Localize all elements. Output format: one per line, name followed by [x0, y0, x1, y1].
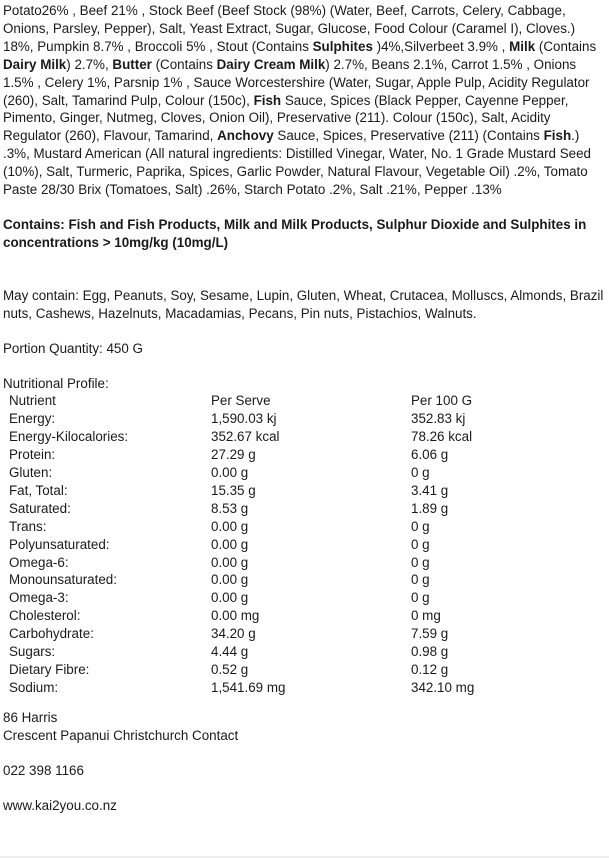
- ingredients-text: ) 2.7%,: [66, 56, 113, 72]
- nutrition-row: [9, 500, 561, 518]
- per-100g-value: 352.83 kj: [411, 411, 466, 427]
- nutrient-name: Protein:: [9, 447, 56, 463]
- per-serve-value: 27.29 g: [211, 447, 256, 463]
- per-100g-value: 0 mg: [411, 608, 441, 624]
- per-serve-value: 0.52 g: [211, 662, 249, 677]
- nutrition-row: [9, 607, 561, 625]
- allergen-highlight: Butter: [112, 56, 152, 72]
- per-serve-value: 352.67 kcal: [211, 429, 280, 445]
- allergen-highlight: Anchovy: [217, 128, 274, 144]
- per-serve-value: 4.44 g: [211, 644, 249, 660]
- nutrition-header-row: [9, 392, 561, 410]
- ingredients-text: )4%,Silverbeet 3.9% ,: [372, 38, 510, 54]
- nutrient-name: Dietary Fibre:: [9, 662, 90, 677]
- ingredients-text: ) 2.7%, Beans 2.1%, Carrot 1.5% , Onions 1.5% , Celery 1%, Parsnip 1% , Sauce Worcestershire (Water, Sugar, Apple Pulp, Acidity Regulator (260), Salt, Tamarind Pulp, Colour (150c),: [3, 56, 590, 108]
- nutrition-row: [9, 464, 561, 482]
- per-100g-value: 3.41 g: [411, 482, 449, 498]
- address-line-1: 86 Harris: [3, 709, 58, 725]
- ingredients-text: .) .3%, Mustard American (All natural ingredients: Distilled Vinegar, Water, No. 1 Grade Mustard Seed (10%), Salt, Turmeric, Paprika, Spices, Garlic Powder, Natural Flavour, Vegetable Oil) .2%, Tomato Paste 28/30 Brix (Tomatoes, Salt) .26%, Starch Potato .2%, Salt .21%, Pepper .13%: [3, 128, 591, 198]
- nutrition-row: [9, 643, 561, 661]
- per-100g-value: 6.06 g: [411, 447, 449, 463]
- nutrient-name: Saturated:: [9, 500, 71, 516]
- may-contain-allergens: May contain: Egg, Peanuts, Soy, Sesame, Lupin, Gluten, Wheat, Crutacea, Molluscs, Almonds, Brazil nuts, Cashews, Hazelnuts, Macadamias, Pecans, Pin nuts, Pistachios, Walnuts.: [3, 287, 604, 321]
- per-serve-value: 0.00 g: [211, 536, 249, 552]
- nutrient-name: Omega-6:: [9, 554, 69, 570]
- allergen-highlight: Fish: [543, 128, 572, 144]
- nutrition-row: [9, 410, 561, 428]
- per-100g-value: 1.89 g: [411, 500, 449, 516]
- ingredients-text: Sauce, Spices (Black Pepper, Cayenne Pepper, Pimento, Ginger, Nutmeg, Cloves, Onion Oil), Preservative (211). Colour (150c), Salt, Acidity Regulator (260), Flavour, Tamarind,: [3, 92, 569, 144]
- per-100g-value: 0.98 g: [411, 644, 449, 660]
- nutrition-row: [9, 446, 561, 464]
- portion-quantity: Portion Quantity: 450 G: [3, 340, 143, 356]
- website-link[interactable]: www.kai2you.co.nz: [3, 797, 117, 813]
- nutrient-name: Polyunsaturated:: [9, 536, 110, 552]
- contains-allergens: Contains: Fish and Fish Products, Milk and Milk Products, Sulphur Dioxide and Sulphites in concentrations > 10mg/kg (10mg/L): [3, 216, 587, 250]
- per-serve-value: 0.00 g: [211, 554, 249, 570]
- nutrition-table: [9, 392, 561, 696]
- nutrition-row: [9, 428, 561, 446]
- per-serve-value: 8.53 g: [211, 500, 249, 516]
- nutrient-name: Trans:: [9, 518, 47, 534]
- per-100g-value: 0 g: [411, 554, 430, 570]
- per-serve-value: 15.35 g: [211, 482, 256, 498]
- nutrition-row: [9, 589, 561, 607]
- nutrition-row: [9, 661, 561, 679]
- address: [3, 709, 606, 745]
- nutrition-row: [9, 536, 561, 554]
- nutrient-name: Energy-Kilocalories:: [9, 429, 129, 445]
- nutrition-row: [9, 625, 561, 643]
- nutrient-name: Sugars:: [9, 644, 56, 660]
- per-serve-value: 0.00 g: [211, 590, 249, 606]
- nutrient-name: Fat, Total:: [9, 482, 68, 498]
- allergen-highlight: Dairy Milk: [3, 56, 67, 72]
- ingredients-text: Potato26% , Beef 21% , Stock Beef (Beef Stock (98%) (Water, Beef, Carrots, Celery, Cabbage, Onions, Parsley, Pepper), Salt, Yeast Extract, Sugar, Glucose, Food Colour (Caramel I), Cloves.) 18%, Pumpkin 8.7% , Broccoli 5% , Stout (Contains: [3, 3, 576, 54]
- per-100g-value: 0 g: [411, 590, 430, 606]
- per-100g-value: 0.12 g: [411, 662, 449, 677]
- nutrient-name: Gluten:: [9, 465, 53, 481]
- ingredients-text: (Contains: [151, 56, 217, 72]
- per-100g-value: 0 g: [411, 572, 430, 588]
- per-serve-value: 0.00 mg: [211, 608, 260, 624]
- per-100g-value: 0 g: [411, 518, 430, 534]
- nutrition-row: [9, 554, 561, 572]
- nutrition-title: Nutritional Profile:: [3, 375, 109, 391]
- allergen-highlight: Sulphites: [312, 38, 373, 54]
- allergen-highlight: Dairy Cream Milk: [216, 56, 326, 72]
- header-per-serve: Per Serve: [211, 393, 271, 409]
- header-nutrient: Nutrient: [9, 393, 56, 409]
- nutrient-name: Carbohydrate:: [9, 626, 94, 642]
- header-per-100g: Per 100 G: [411, 393, 473, 409]
- nutrient-name: Monounsaturated:: [9, 572, 117, 588]
- ingredients-text: Sauce, Spices, Preservative (211) (Contains: [273, 128, 544, 144]
- per-serve-value: 1,541.69 mg: [211, 679, 286, 695]
- per-serve-value: 0.00 g: [211, 518, 249, 534]
- allergen-highlight: Milk: [509, 38, 536, 54]
- per-serve-value: 34.20 g: [211, 626, 256, 642]
- per-100g-value: 78.26 kcal: [411, 429, 473, 445]
- nutrition-row: [9, 679, 561, 697]
- nutrient-name: Omega-3:: [9, 590, 69, 606]
- per-100g-value: 0 g: [411, 536, 430, 552]
- allergen-highlight: Fish: [253, 92, 282, 108]
- product-info-page: [3, 2, 606, 814]
- per-100g-value: 342.10 mg: [411, 679, 475, 695]
- per-serve-value: 1,590.03 kj: [211, 411, 277, 427]
- nutrition-row: [9, 482, 561, 500]
- nutrient-name: Sodium:: [9, 679, 59, 695]
- per-serve-value: 0.00 g: [211, 572, 249, 588]
- nutrition-section: [3, 375, 606, 697]
- address-line-2: Crescent Papanui Christchurch Contact: [3, 727, 239, 743]
- nutrition-row: [9, 518, 561, 536]
- phone-number: 022 398 1166: [3, 762, 84, 778]
- per-serve-value: 0.00 g: [211, 465, 249, 481]
- per-100g-value: 7.59 g: [411, 626, 449, 642]
- ingredients-paragraph: [3, 2, 606, 199]
- nutrient-name: Energy:: [9, 411, 56, 427]
- per-100g-value: 0 g: [411, 465, 430, 481]
- ingredients-text: (Contains: [535, 38, 597, 54]
- nutrient-name: Cholesterol:: [9, 608, 81, 624]
- nutrition-row: [9, 571, 561, 589]
